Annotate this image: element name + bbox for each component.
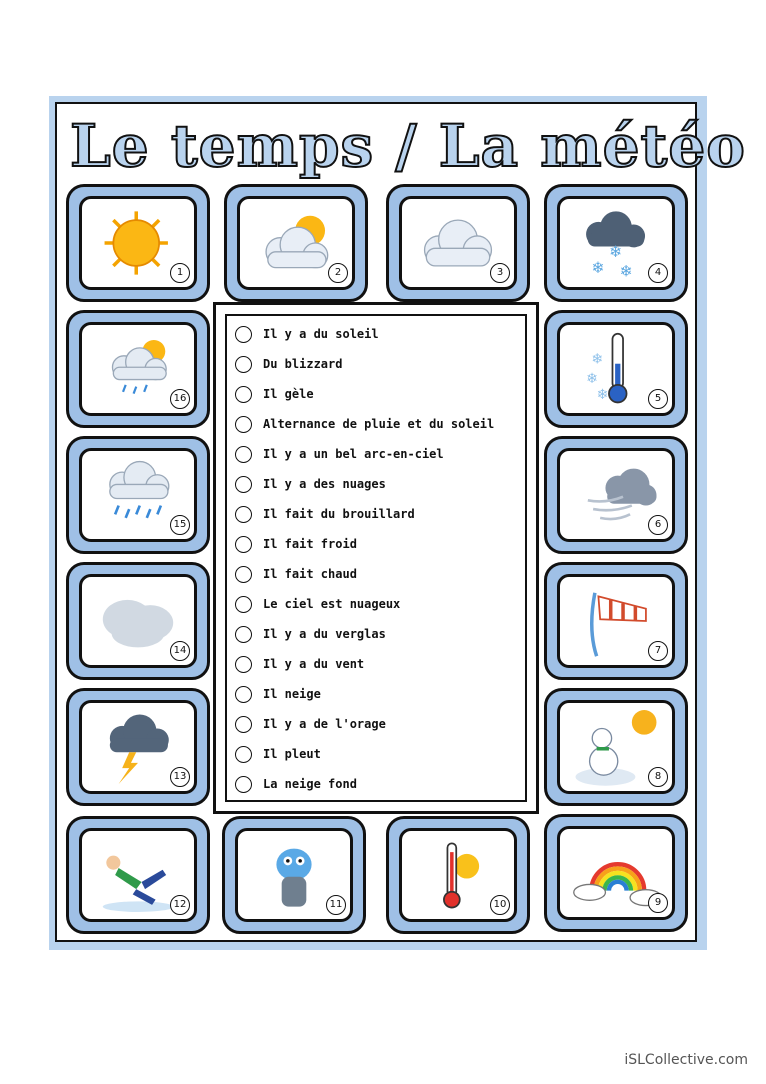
radio-button[interactable] bbox=[235, 416, 252, 433]
weather-card-15[interactable] bbox=[66, 436, 210, 554]
weather-card-13[interactable] bbox=[66, 688, 210, 806]
radio-button[interactable] bbox=[235, 626, 252, 643]
card-number: 11 bbox=[326, 895, 346, 915]
option-row[interactable] bbox=[235, 772, 357, 796]
option-label: Il y a du vent bbox=[263, 657, 365, 671]
card-number: 1 bbox=[170, 263, 190, 283]
radio-button[interactable] bbox=[235, 716, 252, 733]
option-row[interactable] bbox=[235, 382, 314, 406]
radio-button[interactable] bbox=[235, 386, 252, 403]
option-label: Il pleut bbox=[263, 747, 321, 761]
option-row[interactable] bbox=[235, 502, 415, 526]
radio-button[interactable] bbox=[235, 446, 252, 463]
svg-text:❄: ❄ bbox=[591, 257, 605, 277]
option-label: Alternance de pluie et du soleil bbox=[263, 417, 495, 431]
svg-text:❄: ❄ bbox=[619, 261, 633, 281]
card-number: 14 bbox=[170, 641, 190, 661]
card-number: 4 bbox=[648, 263, 668, 283]
weather-card-12[interactable] bbox=[66, 816, 210, 934]
weather-card-16[interactable] bbox=[66, 310, 210, 428]
weather-card-3[interactable] bbox=[386, 184, 530, 302]
card-number: 10 bbox=[490, 895, 510, 915]
weather-card-1[interactable] bbox=[66, 184, 210, 302]
radio-button[interactable] bbox=[235, 356, 252, 373]
radio-button[interactable] bbox=[235, 656, 252, 673]
weather-card-9[interactable] bbox=[544, 814, 688, 932]
weather-card-2[interactable] bbox=[224, 184, 368, 302]
card-number: 2 bbox=[328, 263, 348, 283]
weather-card-11[interactable] bbox=[222, 816, 366, 934]
watermark-text: iSLCollective.com bbox=[624, 1052, 748, 1068]
option-label: Il fait froid bbox=[263, 537, 357, 551]
option-label: Du blizzard bbox=[263, 357, 343, 371]
weather-card-4[interactable] bbox=[544, 184, 688, 302]
svg-text:❄: ❄ bbox=[608, 242, 623, 262]
option-label: Il fait chaud bbox=[263, 567, 357, 581]
weather-card-5[interactable] bbox=[544, 310, 688, 428]
option-label: Il y a de l'orage bbox=[263, 717, 386, 731]
svg-text:❄: ❄ bbox=[591, 351, 604, 368]
page-title: Le temps / La météo bbox=[70, 112, 746, 180]
option-row[interactable] bbox=[235, 472, 386, 496]
option-label: Il gèle bbox=[263, 387, 314, 401]
answer-list bbox=[213, 302, 539, 814]
option-row[interactable] bbox=[235, 682, 321, 706]
option-label: Il y a un bel arc-en-ciel bbox=[263, 447, 444, 461]
option-row[interactable] bbox=[235, 622, 386, 646]
card-number: 16 bbox=[170, 389, 190, 409]
weather-card-7[interactable] bbox=[544, 562, 688, 680]
weather-card-6[interactable] bbox=[544, 436, 688, 554]
radio-button[interactable] bbox=[235, 506, 252, 523]
svg-text:❄: ❄ bbox=[596, 386, 609, 403]
card-number: 8 bbox=[648, 767, 668, 787]
option-row[interactable] bbox=[235, 532, 357, 556]
radio-button[interactable] bbox=[235, 596, 252, 613]
option-row[interactable] bbox=[235, 562, 357, 586]
option-row[interactable] bbox=[235, 352, 342, 376]
option-row[interactable] bbox=[235, 742, 321, 766]
radio-button[interactable] bbox=[235, 686, 252, 703]
option-label: Il fait du brouillard bbox=[263, 507, 415, 521]
card-number: 3 bbox=[490, 263, 510, 283]
option-label: La neige fond bbox=[263, 777, 357, 791]
weather-card-10[interactable] bbox=[386, 816, 530, 934]
option-label: Il y a du verglas bbox=[263, 627, 386, 641]
card-number: 7 bbox=[648, 641, 668, 661]
option-row[interactable] bbox=[235, 592, 400, 616]
radio-button[interactable] bbox=[235, 326, 252, 343]
weather-card-14[interactable] bbox=[66, 562, 210, 680]
card-number: 5 bbox=[648, 389, 668, 409]
option-row[interactable] bbox=[235, 712, 386, 736]
option-label: Il neige bbox=[263, 687, 321, 701]
option-row[interactable] bbox=[235, 652, 364, 676]
radio-button[interactable] bbox=[235, 776, 252, 793]
option-label: Le ciel est nuageux bbox=[263, 597, 401, 611]
weather-card-8[interactable] bbox=[544, 688, 688, 806]
option-row[interactable] bbox=[235, 322, 379, 346]
card-number: 12 bbox=[170, 895, 190, 915]
radio-button[interactable] bbox=[235, 746, 252, 763]
option-row[interactable] bbox=[235, 442, 444, 466]
svg-text:❄: ❄ bbox=[586, 371, 598, 388]
card-number: 6 bbox=[648, 515, 668, 535]
radio-button[interactable] bbox=[235, 566, 252, 583]
option-row[interactable] bbox=[235, 412, 494, 436]
radio-button[interactable] bbox=[235, 536, 252, 553]
card-number: 9 bbox=[648, 893, 668, 913]
card-number: 15 bbox=[170, 515, 190, 535]
option-label: Il y a des nuages bbox=[263, 477, 386, 491]
option-label: Il y a du soleil bbox=[263, 327, 379, 341]
radio-button[interactable] bbox=[235, 476, 252, 493]
card-number: 13 bbox=[170, 767, 190, 787]
